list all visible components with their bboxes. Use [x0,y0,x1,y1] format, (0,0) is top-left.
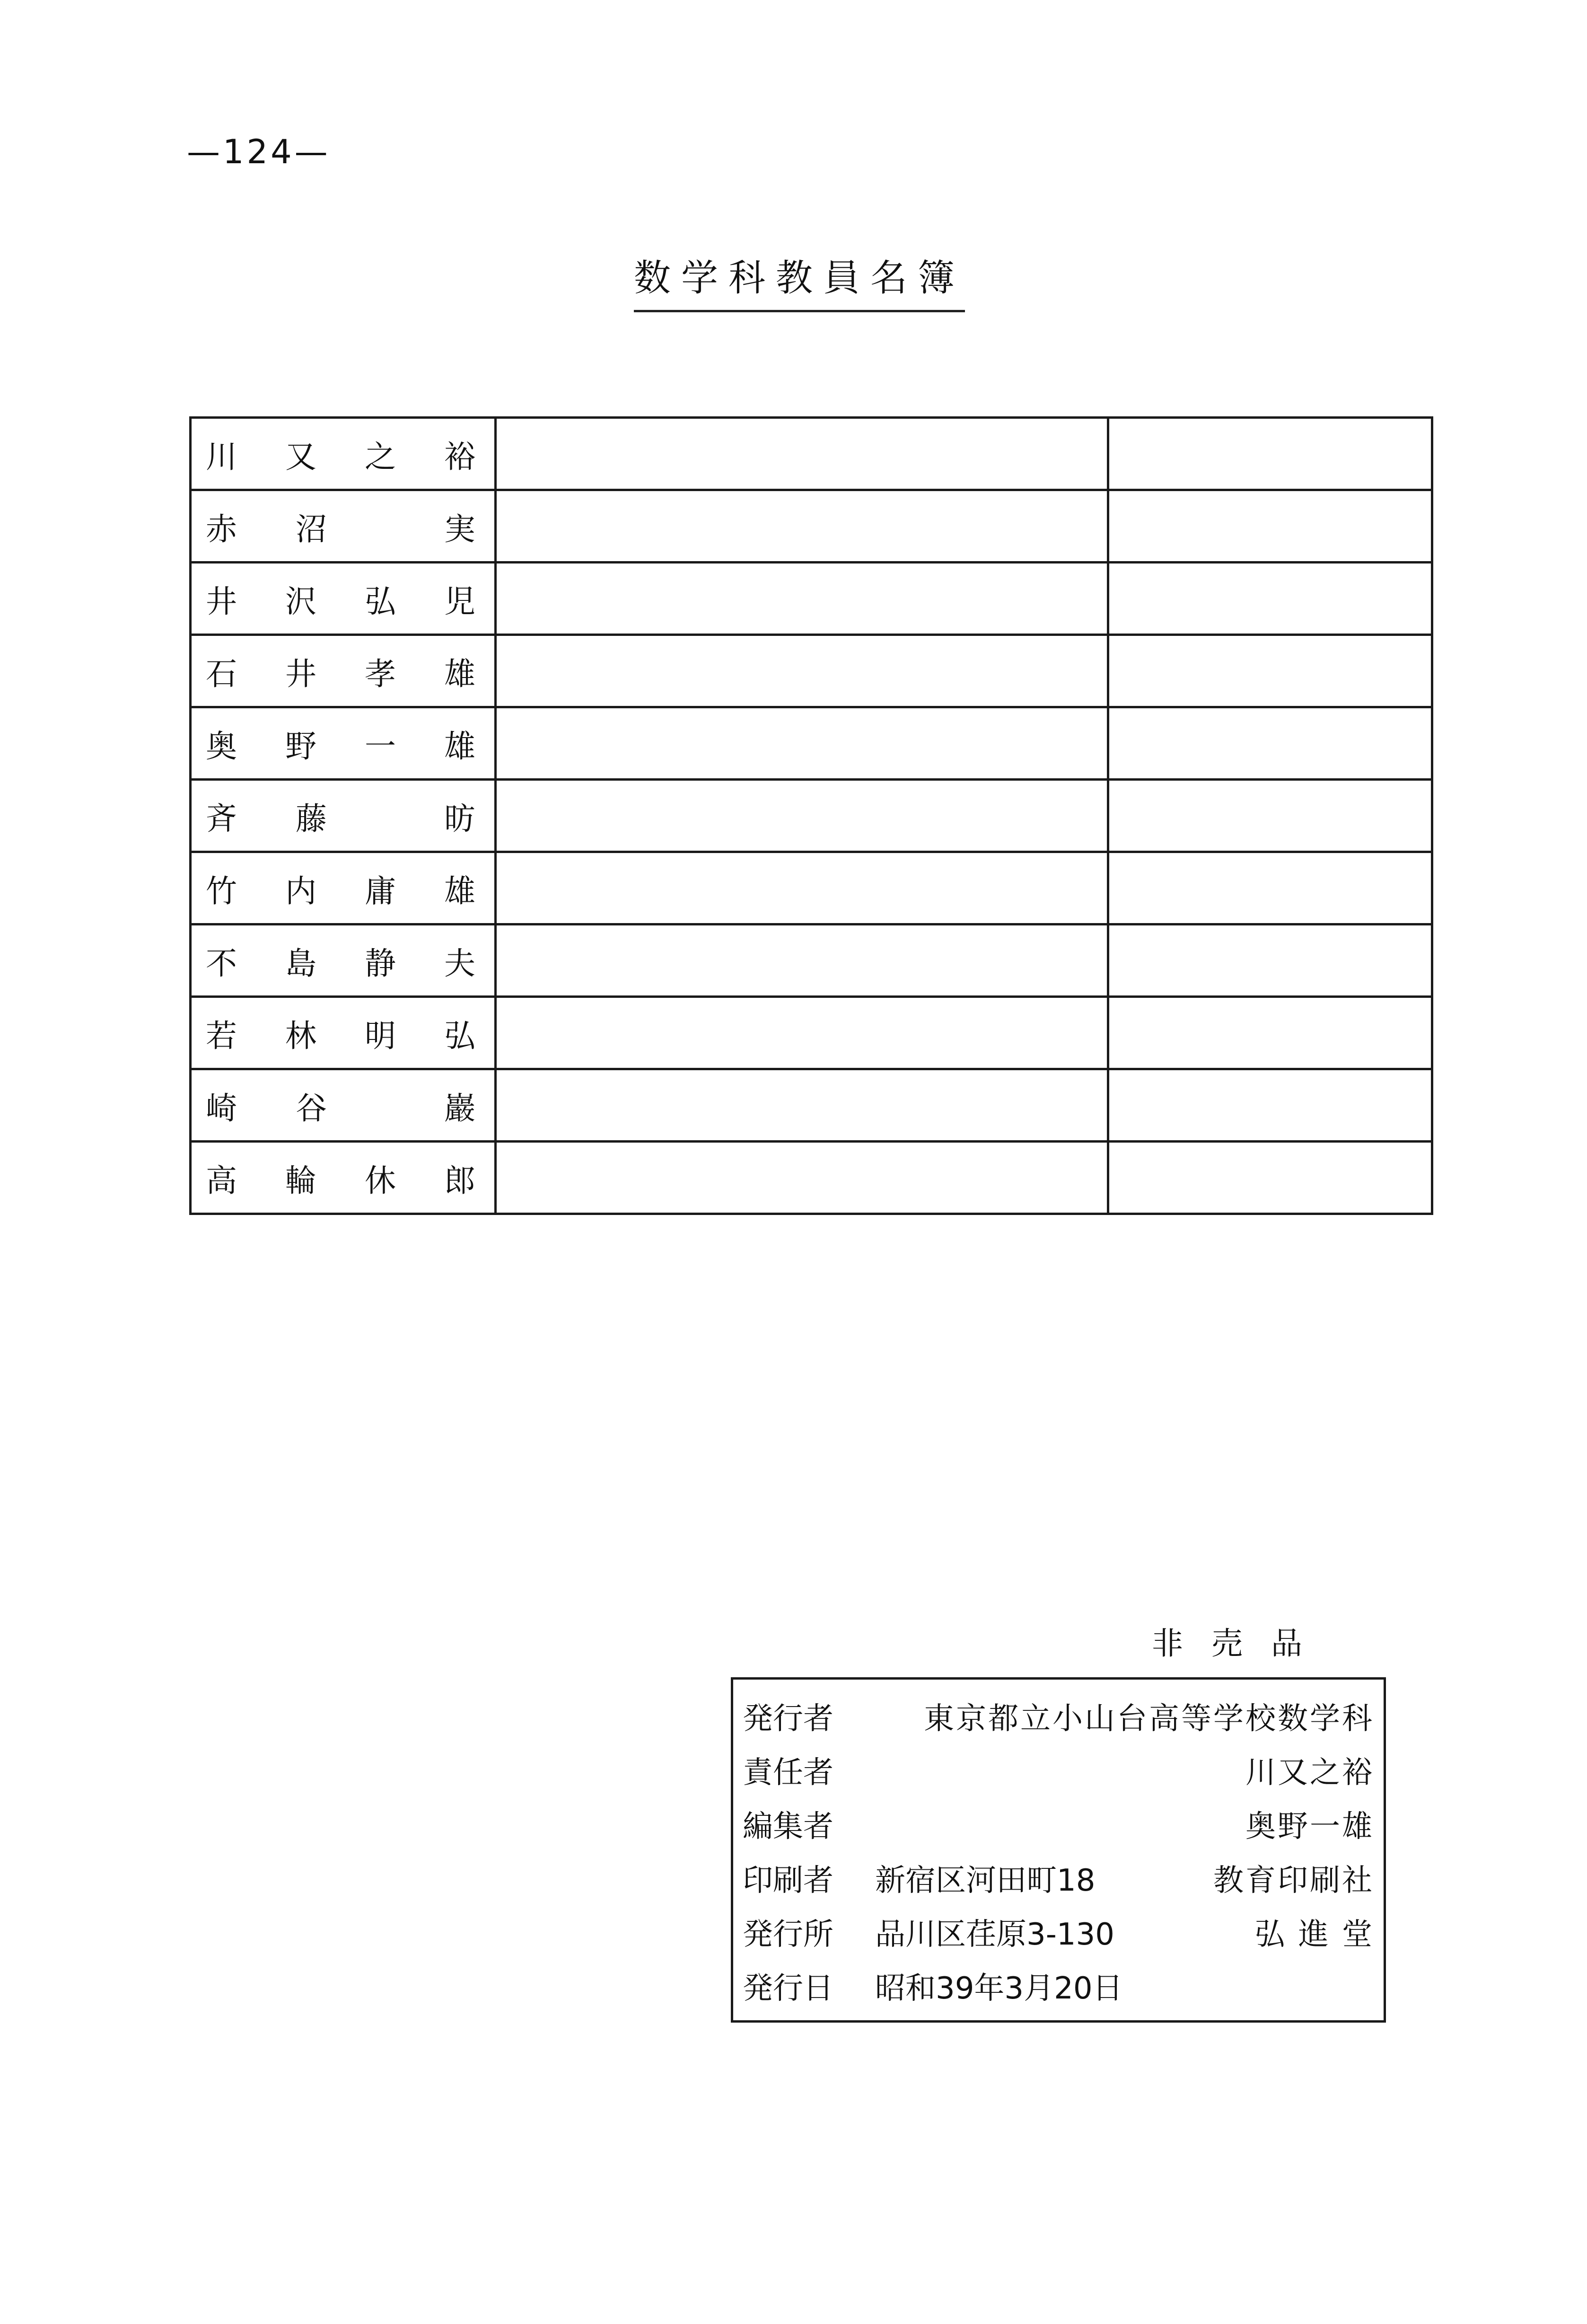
blank-cell [496,852,1108,924]
name-char: 孝 [365,655,396,692]
name-cell [191,780,496,852]
name-char: 崎 [206,1090,237,1127]
blank-cell [1108,924,1432,997]
table-row [191,635,1432,707]
name-char: 川 [206,438,237,475]
name-cell [191,635,496,707]
name-char: 谷 [296,1090,327,1127]
page-number: —124— [187,132,331,171]
name-cell [191,997,496,1069]
colophon-value: 奥野一雄 [1245,1809,1374,1844]
table-row [191,924,1432,997]
table-row [191,490,1432,563]
name-char: 野 [285,728,316,765]
blank-cell [1108,852,1432,924]
name-char: 井 [206,583,237,620]
name-char: 高 [206,1162,237,1199]
name-char: 巖 [444,1090,475,1127]
name-char: 雄 [444,728,475,765]
blank-cell [1108,1142,1432,1214]
name-char: 又 [285,438,316,475]
name-char: 雄 [444,872,475,909]
name-cell [191,852,496,924]
name-cell [191,1069,496,1142]
name-char: 昉 [444,800,475,837]
blank-cell [496,707,1108,780]
table-row [191,997,1432,1069]
blank-cell [1108,997,1432,1069]
blank-cell [496,997,1108,1069]
name-cell [191,490,496,563]
name-char: 輪 [285,1162,316,1199]
blank-cell [1108,563,1432,635]
colophon-row [743,1743,1374,1797]
colophon-label: 編集者 [743,1809,833,1844]
name-char: 実 [444,511,475,547]
colophon-value: 弘 進 堂 [1254,1917,1374,1952]
colophon-value: 教育印刷社 [1213,1863,1374,1898]
colophon-address: 昭和39年3月20日 [875,1971,1123,2006]
colophon-row [743,1959,1374,2013]
name-char: 井 [285,655,316,692]
colophon-value: 川又之裕 [1245,1755,1374,1790]
table-row [191,1069,1432,1142]
blank-cell [496,563,1108,635]
colophon-row [743,1689,1374,1743]
name-char: 一 [365,728,396,765]
name-char: 夫 [444,945,475,982]
blank-cell [496,1142,1108,1214]
name-char: 裕 [444,438,475,475]
name-char: 斉 [206,800,237,837]
colophon-label: 印刷者 [743,1863,833,1898]
blank-cell [496,924,1108,997]
name-char: 若 [206,1017,237,1054]
name-char: 石 [206,655,237,692]
table-row [191,1142,1432,1214]
table-row [191,563,1432,635]
name-cell [191,1142,496,1214]
colophon-label: 発行日 [743,1971,833,2006]
name-cell [191,707,496,780]
name-char: 島 [285,945,316,982]
table-row [191,418,1432,490]
colophon-box [731,1677,1386,2023]
blank-cell [496,635,1108,707]
name-char: 休 [365,1162,396,1199]
colophon-address: 品川区荏原3-130 [875,1917,1114,1952]
name-char: 雄 [444,655,475,692]
name-cell [191,418,496,490]
name-char: 郎 [444,1162,475,1199]
colophon-value: 東京都立小山台高等学校数学科 [924,1701,1374,1736]
blank-cell [1108,490,1432,563]
blank-cell [1108,1069,1432,1142]
table-row [191,852,1432,924]
teacher-roster-table [189,416,1433,1215]
table-row [191,707,1432,780]
name-char: 之 [365,438,396,475]
name-char: 竹 [206,872,237,909]
name-cell [191,924,496,997]
name-char: 明 [365,1017,396,1054]
blank-cell [1108,635,1432,707]
blank-cell [1108,707,1432,780]
colophon-row [743,1851,1374,1905]
name-char: 林 [285,1017,316,1054]
colophon-label: 発行者 [743,1701,833,1736]
name-char: 赤 [206,511,237,547]
colophon-label: 責任者 [743,1755,833,1790]
blank-cell [496,418,1108,490]
name-char: 沢 [285,583,316,620]
name-char: 弘 [444,1017,475,1054]
name-char: 沼 [296,511,327,547]
name-char: 弘 [365,583,396,620]
blank-cell [1108,780,1432,852]
colophon-row [743,1797,1374,1851]
colophon-label: 発行所 [743,1917,833,1952]
name-char: 内 [285,872,316,909]
table-row [191,780,1432,852]
name-char: 児 [444,583,475,620]
colophon-address: 新宿区河田町18 [875,1863,1096,1898]
name-char: 不 [206,945,237,982]
not-for-sale-label: 非売品 [1152,1625,1331,1662]
colophon-row [743,1905,1374,1959]
name-char: 庸 [365,872,396,909]
blank-cell [496,780,1108,852]
blank-cell [496,490,1108,563]
blank-cell [1108,418,1432,490]
name-char: 藤 [296,800,327,837]
page-title: 数学科教員名簿 [634,248,965,312]
name-char: 奥 [206,728,237,765]
name-cell [191,563,496,635]
blank-cell [496,1069,1108,1142]
name-char: 静 [365,945,396,982]
